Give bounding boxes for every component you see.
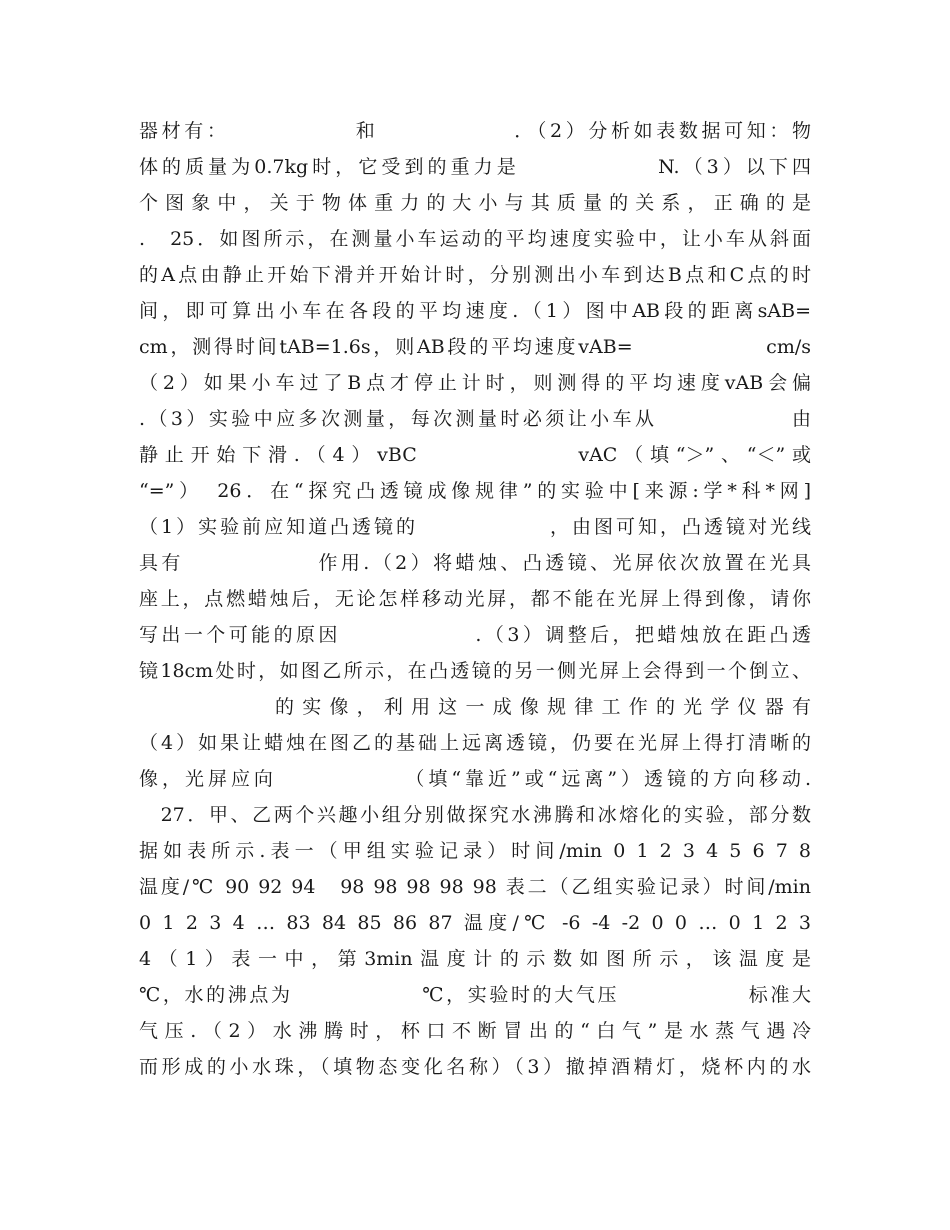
text-line: 具有 作用.（2）将蜡烛、凸透镜、光屏依次放置在光具 (139, 552, 811, 574)
text-line: 座上，点燃蜡烛后，无论怎样移动光屏，都不能在光屏上得到像，请你 (139, 588, 811, 610)
text-line: 的A点由静止开始下滑并开始计时，分别测出小车到达B点和C点的时 (139, 264, 811, 286)
text-line: （1）实验前应知道凸透镜的 ，由图可知，凸透镜对光线 (139, 516, 811, 538)
text-line: cm，测得时间tAB=1.6s，则AB段的平均速度vAB= cm/s (139, 336, 811, 358)
text-line: . 25．如图所示，在测量小车运动的平均速度实验中，让小车从斜面 (139, 228, 811, 250)
text-line: 据如表所示.表一（甲组实验记录）时间/min 0 1 2 3 4 5 6 7 8 (139, 840, 811, 862)
text-line: 而形成的小水珠，（填物态变化名称）（3）撤掉酒精灯，烧杯内的水 (139, 1056, 811, 1078)
text-line: “=”） 26．在“探究凸透镜成像规律”的实验中[来源:学*科*网] (139, 480, 811, 502)
text-line: 温度/℃ 90 92 94 98 98 98 98 98 表二（乙组实验记录）时间/min (139, 876, 811, 898)
text-line: 间，即可算出小车在各段的平均速度.（1）图中AB段的距离sAB= (139, 300, 811, 322)
text-line: 写出一个可能的原因 .（3）调整后，把蜡烛放在距凸透 (139, 624, 811, 646)
text-line: 0 1 2 3 4 … 83 84 85 86 87 温度/℃ -6 -4 -2 0 0 … 0 1 2 3 (139, 912, 811, 934)
text-line: 的实像，利用这一成像规律工作的光学仪器有 (139, 696, 811, 718)
text-line: ℃，水的沸点为 ℃，实验时的大气压 标准大 (139, 984, 811, 1006)
text-line: 体的质量为0.7kg时，它受到的重力是 N.（3）以下四 (139, 156, 811, 178)
text-line: 气压.（2）水沸腾时，杯口不断冒出的“白气”是水蒸气遇冷 (139, 1020, 811, 1042)
text-line: .（3）实验中应多次测量，每次测量时必须让小车从 由 (139, 408, 811, 430)
text-line: 27．甲、乙两个兴趣小组分别做探究水沸腾和冰熔化的实验，部分数 (139, 804, 811, 826)
text-line: 镜18cm处时，如图乙所示，在凸透镜的另一侧光屏上会得到一个倒立、 (139, 660, 811, 682)
text-line: （2）如果小车过了B点才停止计时，则测得的平均速度vAB会偏 (139, 372, 811, 394)
text-line: 个图象中，关于物体重力的大小与其质量的关系，正确的是 (139, 192, 811, 214)
text-line: 静止开始下滑.（4）vBC vAC（填“＞”、“＜”或 (139, 444, 811, 466)
text-line: 像，光屏应向 （填“靠近”或“远离”）透镜的方向移动. (139, 768, 811, 790)
text-line: （4）如果让蜡烛在图乙的基础上远离透镜，仍要在光屏上得打清晰的 (139, 732, 811, 754)
text-line: 器材有： 和 ．（2）分析如表数据可知：物 (139, 120, 811, 142)
text-line: 4（1）表一中，第3min温度计的示数如图所示，该温度是 (139, 948, 811, 970)
